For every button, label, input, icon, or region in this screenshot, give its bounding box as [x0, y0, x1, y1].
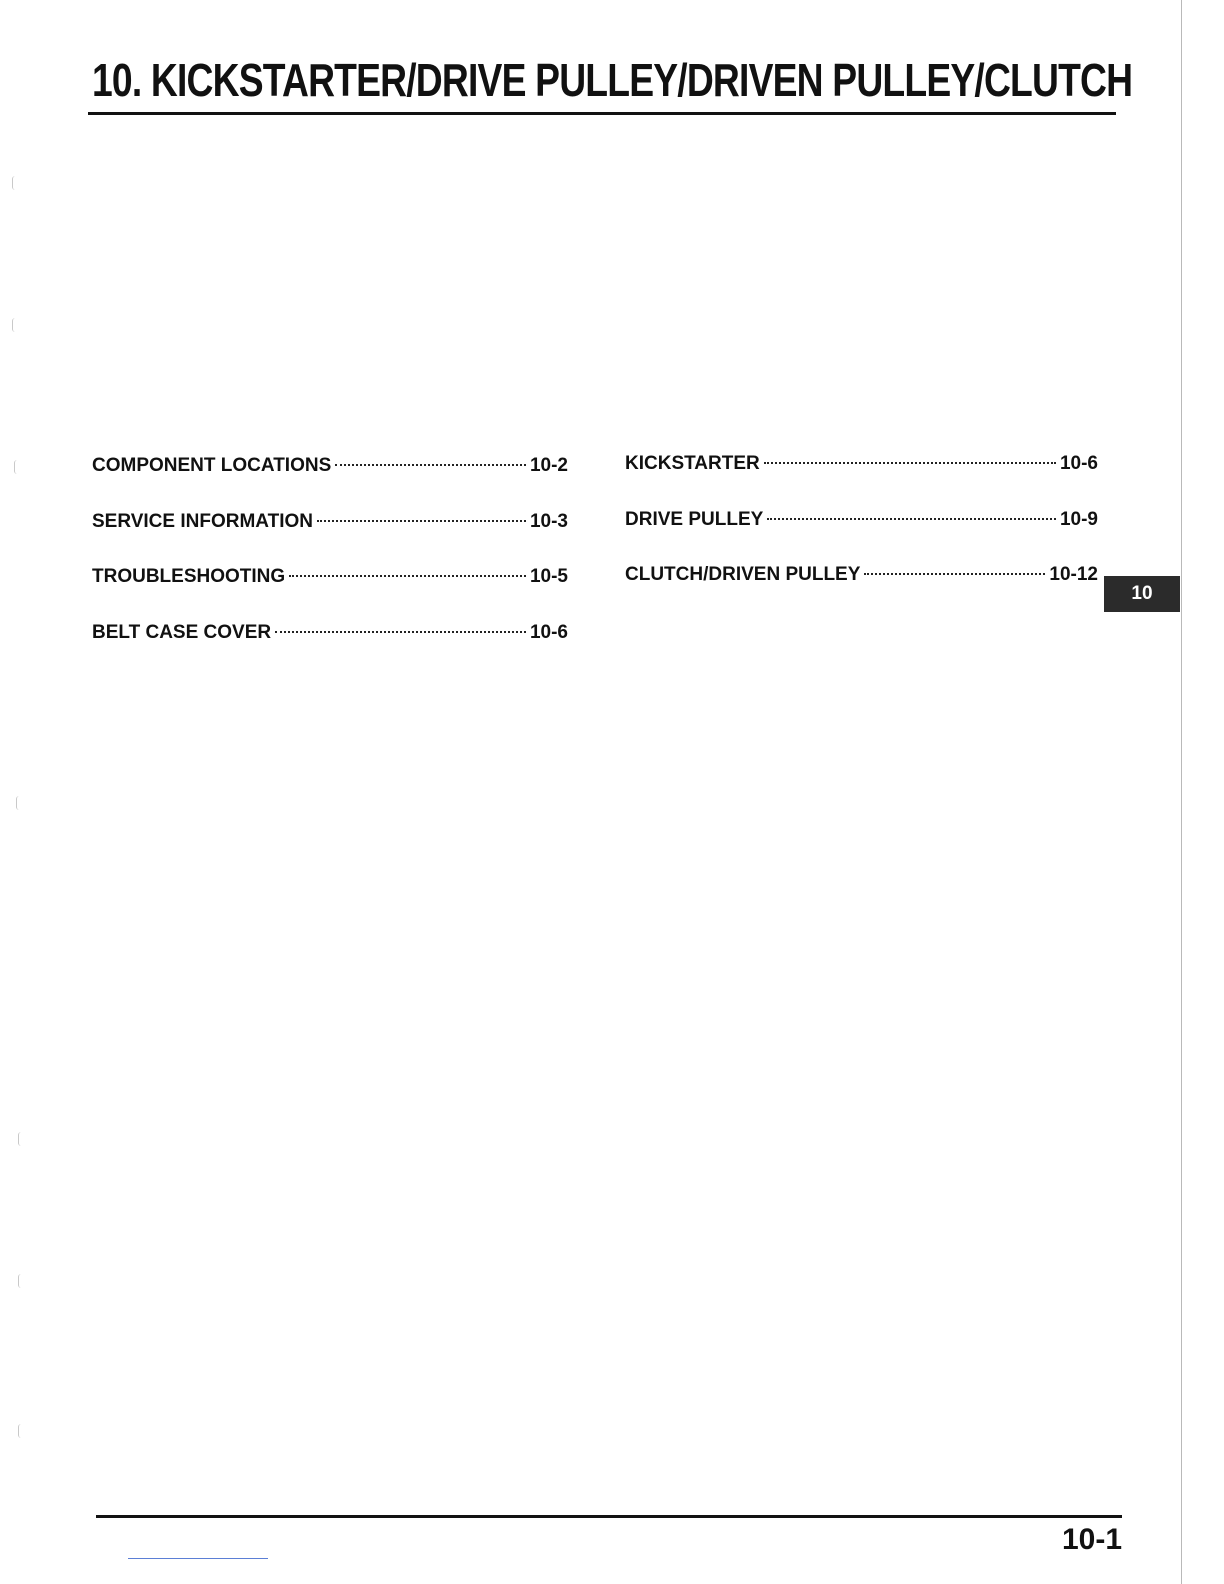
margin-speck [14, 460, 17, 474]
page-number: 10-1 [1061, 1523, 1122, 1556]
toc-entry-label: DRIVE PULLEY [625, 509, 764, 530]
margin-speck [12, 318, 15, 332]
chapter-title: 10. KICKSTARTER/DRIVE PULLEY/DRIVEN PULLEY/CLUTCH [92, 54, 1133, 106]
toc-dot-leader [275, 631, 526, 633]
toc-entry-label: SERVICE INFORMATION [92, 511, 313, 532]
toc-entry-page: 10-5 [529, 566, 568, 587]
toc-dot-leader [289, 575, 526, 577]
toc-entry-belt-case-cover[interactable] [92, 620, 568, 646]
toc-dot-leader [864, 573, 1045, 575]
margin-speck [16, 796, 19, 810]
margin-speck [12, 176, 15, 190]
toc-entry-label: COMPONENT LOCATIONS [92, 455, 332, 476]
margin-speck [18, 1424, 21, 1438]
toc-entry-page: 10-9 [1059, 509, 1098, 530]
toc-entry-label: CLUTCH/DRIVEN PULLEY [625, 564, 861, 585]
toc-entry-component-locations[interactable] [92, 453, 568, 479]
toc-dot-leader [764, 462, 1056, 464]
toc-dot-leader [767, 518, 1056, 520]
toc-entry-label: TROUBLESHOOTING [92, 566, 286, 587]
toc-entry-label: BELT CASE COVER [92, 622, 272, 643]
chapter-tab-marker: 10 [1104, 576, 1180, 612]
margin-speck [18, 1274, 21, 1288]
margin-speck [18, 1132, 21, 1146]
toc-entry-page: 10-12 [1049, 564, 1098, 585]
scan-blue-line [128, 1558, 268, 1559]
toc-entry-page: 10-3 [529, 511, 568, 532]
footer-rule [96, 1515, 1122, 1518]
toc-entry-troubleshooting[interactable] [92, 564, 568, 590]
toc-entry-clutch-driven-pulley[interactable] [625, 562, 1098, 588]
page-edge-line [1181, 0, 1182, 1584]
toc-entry-drive-pulley[interactable] [625, 507, 1098, 533]
toc-entry-page: 10-6 [529, 622, 568, 643]
toc-entry-service-information[interactable] [92, 509, 568, 535]
toc-entry-page: 10-2 [529, 455, 568, 476]
toc-dot-leader [317, 520, 526, 522]
toc-entry-page: 10-6 [1059, 453, 1098, 474]
title-rule [88, 112, 1116, 115]
toc-dot-leader [335, 464, 526, 466]
toc-entry-kickstarter[interactable] [625, 451, 1098, 477]
toc-entry-label: KICKSTARTER [625, 453, 760, 474]
